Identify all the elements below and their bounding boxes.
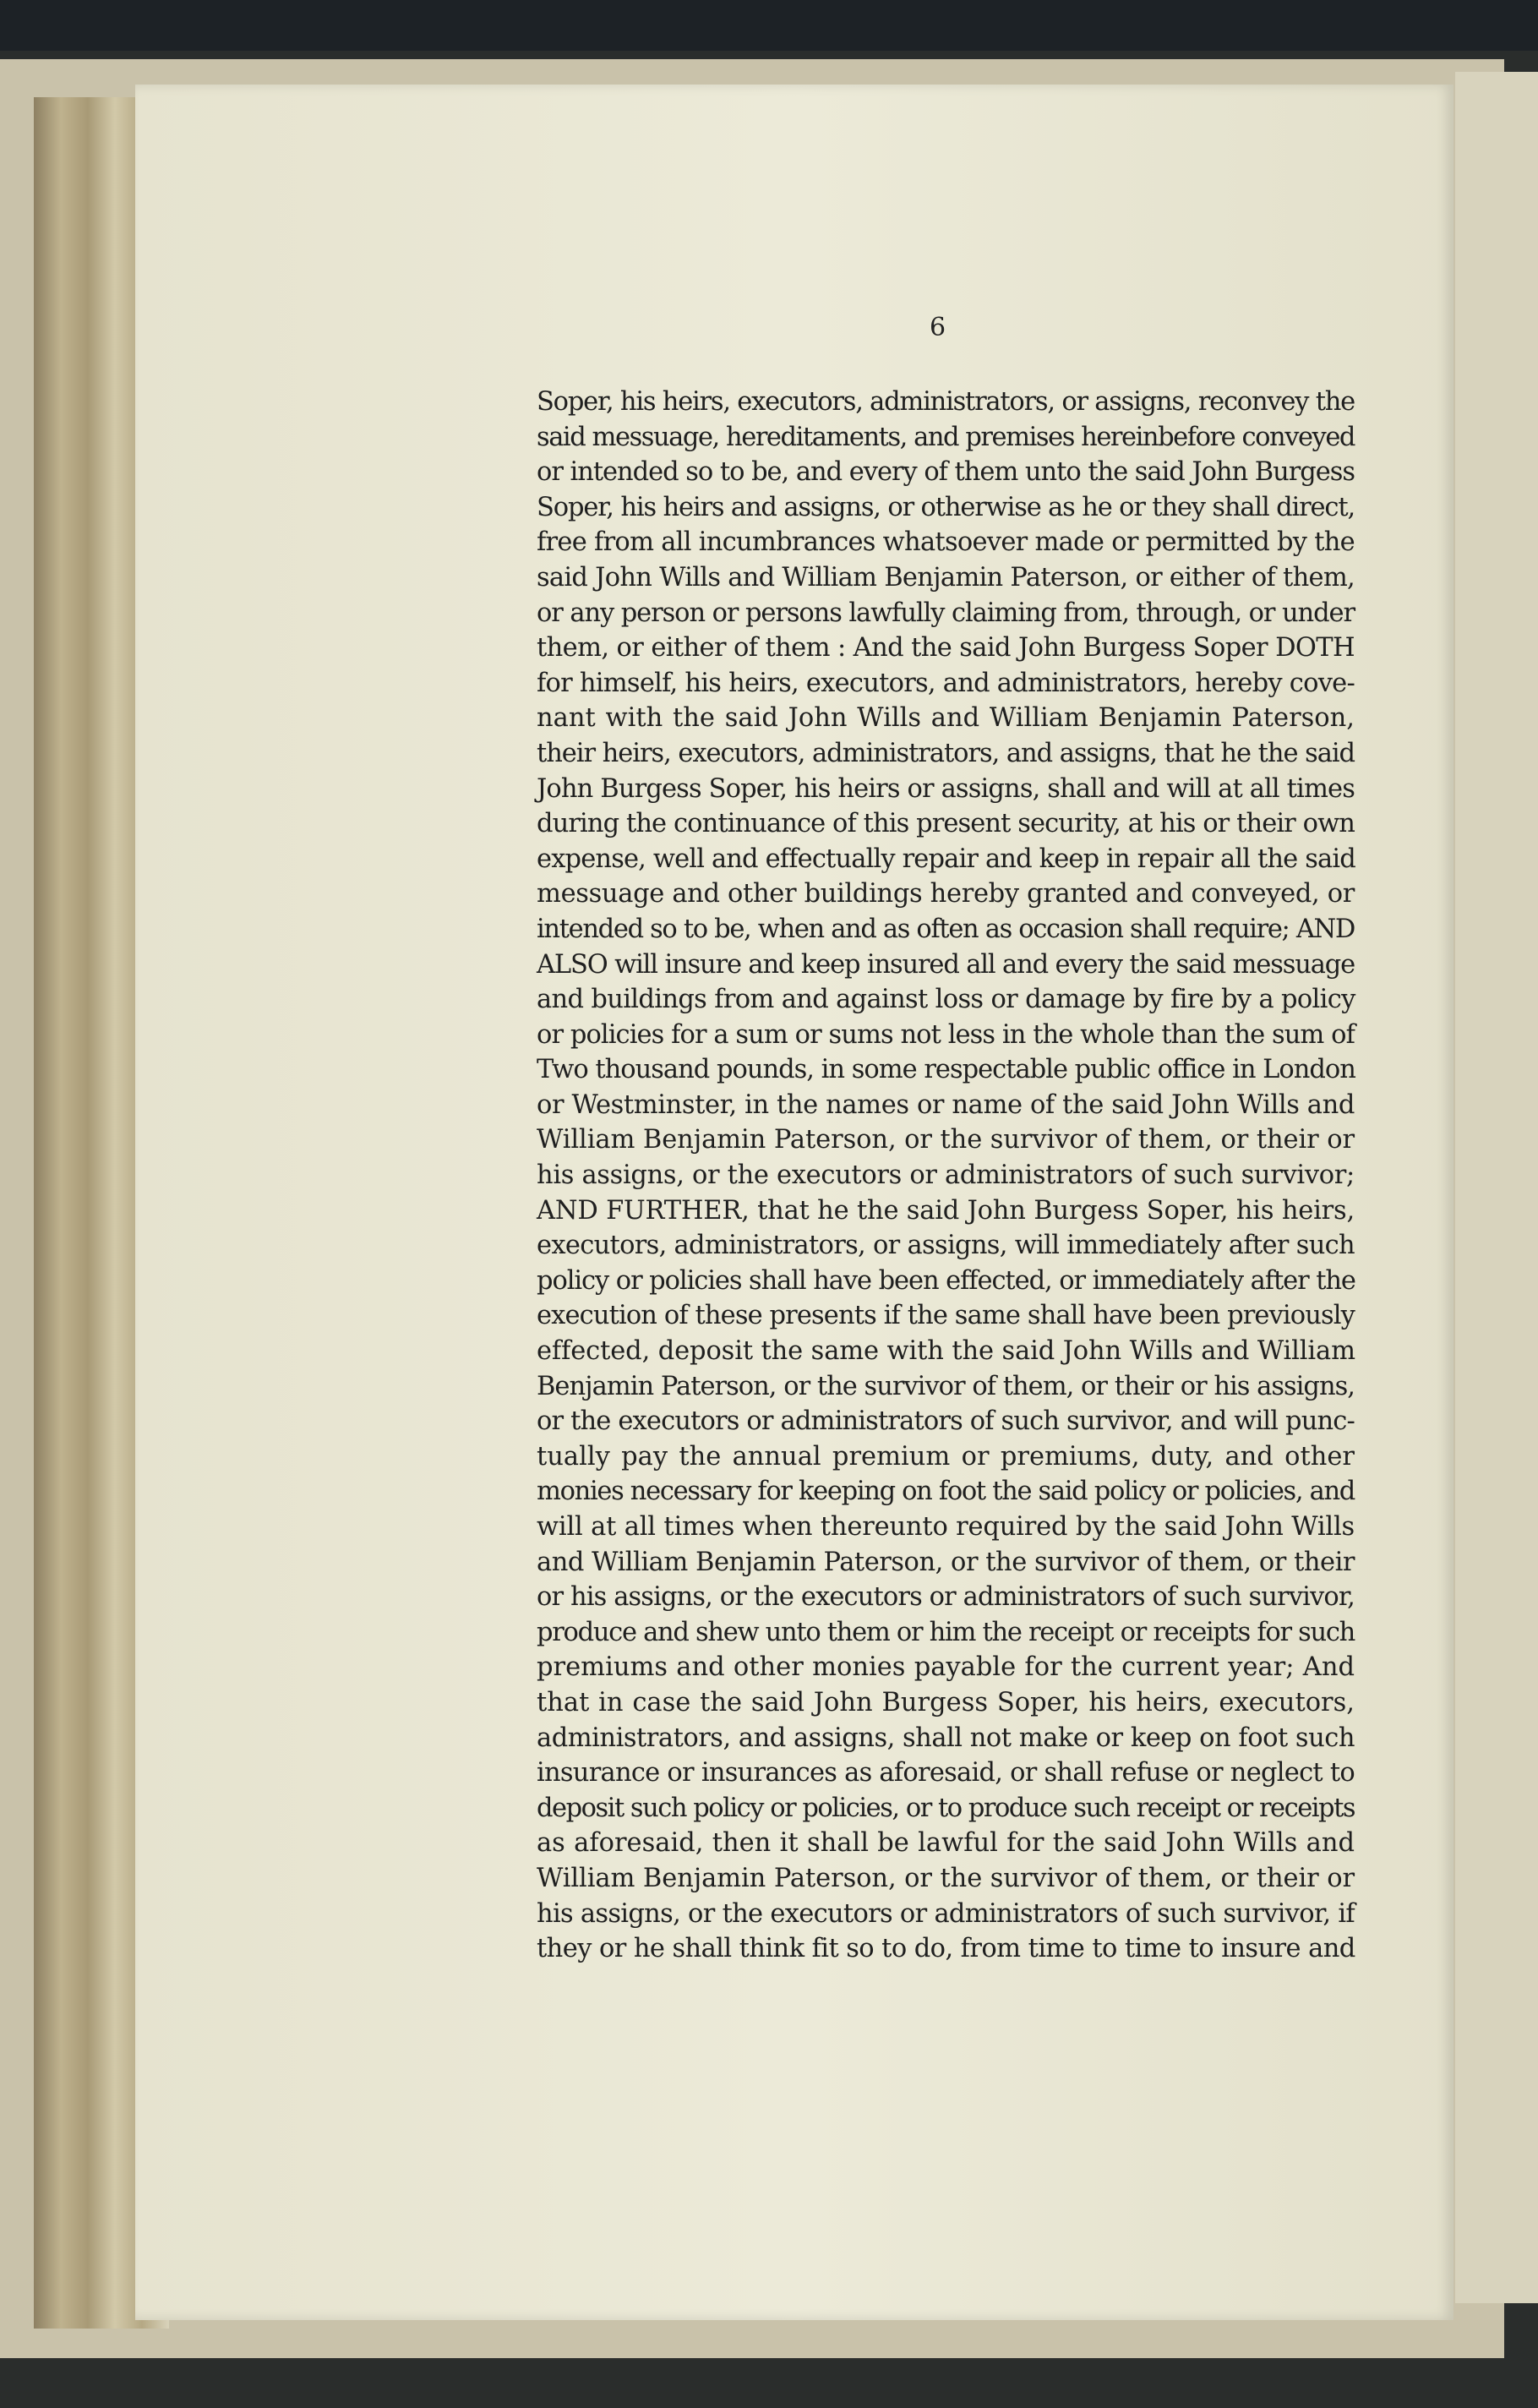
text-line: will at all times when thereunto required by the said John Wills: [537, 1512, 1355, 1542]
text-line: and William Benjamin Paterson, or the survivor of them, or their: [537, 1547, 1355, 1577]
text-line: or the executors or administrators of such survivor, and will punc-: [537, 1406, 1355, 1437]
text-line: effected, deposit the same with the said John Wills and William: [537, 1336, 1355, 1367]
text-line: or his assigns, or the executors or administrators of such survivor,: [537, 1582, 1355, 1613]
text-line: free from all incumbrances whatsoever made or permitted by the: [537, 527, 1355, 558]
text-line: execution of these presents if the same shall have been previously: [537, 1301, 1355, 1331]
text-line: or intended so to be, and every of them unto the said John Burgess: [537, 457, 1355, 488]
text-line: or any person or persons lawfully claiming from, through, or under: [537, 598, 1355, 628]
text-line: them, or either of them : And the said John Burgess Soper DOTH: [537, 633, 1355, 663]
text-line: executors, administrators, or assigns, will immediately after such: [537, 1231, 1355, 1261]
text-line: for himself, his heirs, executors, and administrators, hereby cove-: [537, 668, 1355, 698]
text-line: William Benjamin Paterson, or the survivor of them, or their or: [537, 1863, 1355, 1893]
text-line: nant with the said John Wills and William Benjamin Paterson,: [537, 703, 1355, 734]
text-line: messuage and other buildings hereby granted and conveyed, or: [537, 879, 1355, 909]
page-number: 6: [930, 313, 946, 342]
text-line: ALSO will insure and keep insured all and every the said messuage: [537, 949, 1355, 980]
text-line: Soper, his heirs and assigns, or otherwise as he or they shall direct,: [537, 492, 1355, 522]
text-line: produce and shew unto them or him the receipt or receipts for such: [537, 1617, 1355, 1647]
text-line: AND FURTHER, that he the said John Burgess Soper, his heirs,: [537, 1195, 1355, 1226]
text-line: tually pay the annual premium or premiums, duty, and other: [537, 1441, 1355, 1472]
text-line: or Westminster, in the names or name of the said John Wills and: [537, 1089, 1355, 1120]
text-line: during the continuance of this present security, at his or their own: [537, 809, 1355, 839]
text-line: expense, well and effectually repair and keep in repair all the said: [537, 844, 1355, 874]
text-line: deposit such policy or policies, or to produce such receipt or receipts: [537, 1793, 1355, 1823]
text-line: their heirs, executors, administrators, and assigns, that he the said: [537, 738, 1355, 768]
text-line: Soper, his heirs, executors, administrators, or assigns, reconvey the: [537, 387, 1355, 417]
text-line: said messuage, hereditaments, and premises hereinbefore conveyed: [537, 422, 1355, 452]
text-line: William Benjamin Paterson, or the survivor of them, or their or: [537, 1125, 1355, 1155]
text-line: administrators, and assigns, shall not make or keep on foot such: [537, 1723, 1355, 1753]
text-line: his assigns, or the executors or administrators of such survivor;: [537, 1160, 1355, 1191]
text-line: said John Wills and William Benjamin Paterson, or either of them,: [537, 562, 1355, 592]
text-line: intended so to be, when and as often as occasion shall require; AND: [537, 914, 1355, 944]
text-line: Benjamin Paterson, or the survivor of them, or their or his assigns,: [537, 1371, 1355, 1401]
body-text: [537, 385, 1355, 1967]
text-line: or policies for a sum or sums not less in the whole than the sum of: [537, 1019, 1355, 1050]
text-line: Two thousand pounds, in some respectable public office in London: [537, 1055, 1355, 1085]
text-line: his assigns, or the executors or administrators of such survivor, if: [537, 1898, 1355, 1929]
text-line: monies necessary for keeping on foot the said policy or policies, and: [537, 1477, 1355, 1507]
text-line: that in case the said John Burgess Soper, his heirs, executors,: [537, 1687, 1355, 1717]
text-line: they or he shall think fit so to do, from time to time to insure and: [537, 1934, 1355, 1964]
text-line: insurance or insurances as aforesaid, or shall refuse or neglect to: [537, 1758, 1355, 1788]
text-line: and buildings from and against loss or damage by fire by a policy: [537, 985, 1355, 1015]
text-line: policy or policies shall have been effected, or immediately after the: [537, 1265, 1355, 1296]
text-line: John Burgess Soper, his heirs or assigns, shall and will at all times: [537, 773, 1355, 804]
facing-page: [1455, 72, 1538, 2303]
text-line: premiums and other monies payable for the current year; And: [537, 1652, 1355, 1683]
text-line: as aforesaid, then it shall be lawful for the said John Wills and: [537, 1828, 1355, 1859]
